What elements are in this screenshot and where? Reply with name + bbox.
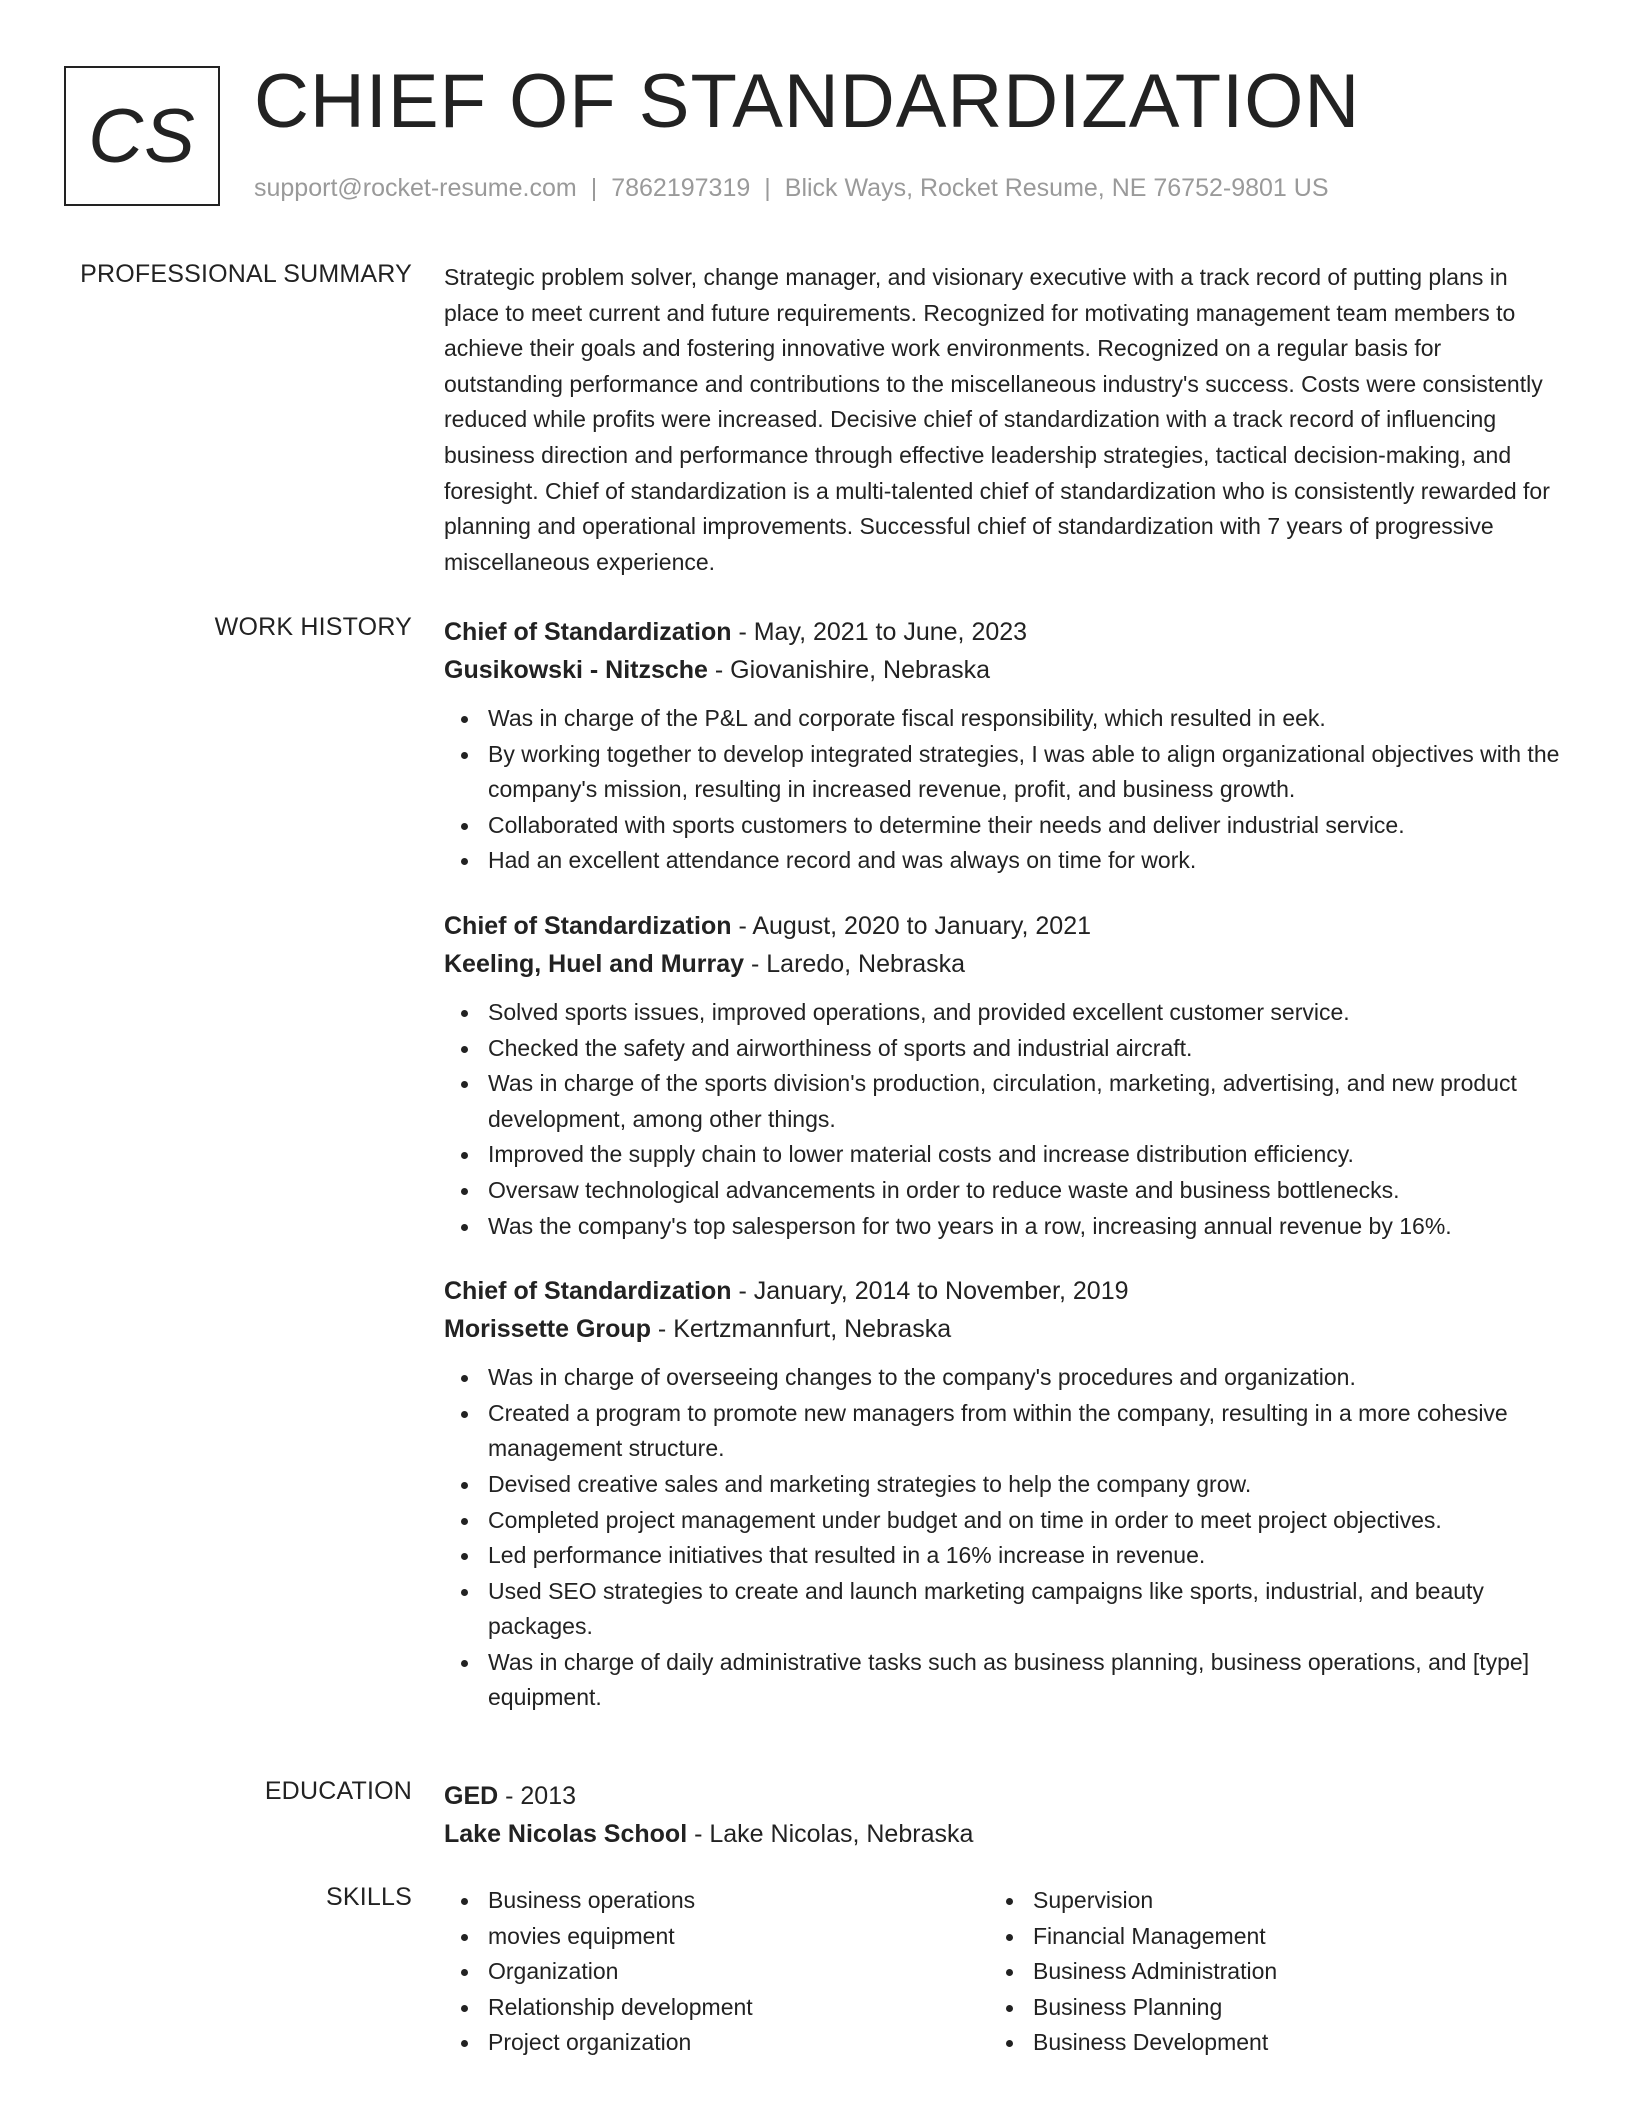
- contact-phone: 7862197319: [611, 174, 751, 202]
- skills-columns: [444, 1883, 1564, 2061]
- job-company: Gusikowski - Nitzsche: [444, 656, 708, 684]
- skill-item: Organization: [444, 1954, 989, 1990]
- job-dates: - May, 2021 to June, 2023: [731, 618, 1028, 646]
- education-body: [444, 1777, 1564, 1853]
- education-location: - Lake Nicolas, Nebraska: [687, 1820, 974, 1848]
- section-label-summary: PROFESSIONAL SUMMARY: [80, 260, 412, 288]
- contact-line: [254, 174, 1329, 203]
- resume-title: CHIEF OF STANDARDIZATION: [254, 59, 1361, 144]
- job-bullet: Was in charge of the sports division's production, circulation, marketing, advertising, and new product development, among other things.: [444, 1066, 1564, 1137]
- education-school: Lake Nicolas School: [444, 1820, 688, 1848]
- job-location: - Giovanishire, Nebraska: [707, 656, 991, 684]
- education-degree: GED: [444, 1782, 499, 1810]
- job-title-line: [444, 907, 1564, 945]
- contact-separator: |: [590, 174, 598, 202]
- job-bullets: [444, 1360, 1564, 1716]
- education-year: - 2013: [498, 1782, 577, 1810]
- skills-body: [444, 1883, 1564, 2061]
- summary-body: [444, 260, 1564, 580]
- job-bullet: Oversaw technological advancements in order to reduce waste and business bottlenecks.: [444, 1173, 1564, 1209]
- job-entry: [444, 907, 1564, 1244]
- contact-address: Blick Ways, Rocket Resume, NE 76752-9801 US: [784, 174, 1329, 202]
- job-bullet: Devised creative sales and marketing strategies to help the company grow.: [444, 1467, 1564, 1503]
- job-bullet: By working together to develop integrated strategies, I was able to align organizational objectives with the company's mission, resulting in increased revenue, profit, and business growth.: [444, 737, 1564, 808]
- skill-item: Business Development: [989, 2025, 1534, 2061]
- skill-item: Financial Management: [989, 1919, 1534, 1955]
- job-company-line: [444, 1310, 1564, 1348]
- section-label-education: EDUCATION: [264, 1777, 412, 1805]
- section-label-work-history: WORK HISTORY: [214, 613, 412, 641]
- job-entry: [444, 613, 1564, 879]
- skill-item: Business operations: [444, 1883, 989, 1919]
- job-bullet: Was in charge of overseeing changes to the company's procedures and organization.: [444, 1360, 1564, 1396]
- job-location: - Laredo, Nebraska: [744, 949, 966, 978]
- job-title: Chief of Standardization: [444, 1277, 732, 1306]
- skill-item: movies equipment: [444, 1919, 989, 1955]
- job-location: - Kertzmannfurt, Nebraska: [650, 1315, 952, 1344]
- education-degree-line: [444, 1777, 1564, 1815]
- contact-email: support@rocket-resume.com: [254, 174, 577, 202]
- summary-text: Strategic problem solver, change manager, and visionary executive with a track record of putting plans in place to meet current and future requirements. Recognized for motivating management team members to achieve their goals and fostering innovative work environments. Recognized on a regular basis for outstanding performance and contributions to the miscellaneous industry's success. Costs were consistently reduced while profits were increased. Decisive chief of standardization with a track record of influencing business direction and performance through effective leadership strategies, tactical decision-making, and foresight. Chief of standardization is a multi-talented chief of standardization who is consistently rewarded for planning and operational improvements. Successful chief of standardization with 7 years of progressive miscellaneous experience.: [444, 264, 1550, 575]
- job-bullet: Completed project management under budget and on time in order to meet project objectives.: [444, 1503, 1564, 1539]
- section-label-skills: SKILLS: [326, 1883, 412, 1911]
- skill-item: Relationship development: [444, 1990, 989, 2026]
- job-company: Morissette Group: [444, 1315, 651, 1344]
- job-bullet: Was the company's top salesperson for two years in a row, increasing annual revenue by 16%.: [444, 1209, 1564, 1245]
- job-company-line: [444, 651, 1564, 689]
- skills-column-right: [989, 1883, 1534, 2061]
- job-bullets: [444, 995, 1564, 1244]
- job-bullet: Improved the supply chain to lower material costs and increase distribution efficiency.: [444, 1137, 1564, 1173]
- job-company-line: [444, 945, 1564, 983]
- skill-item: Business Administration: [989, 1954, 1534, 1990]
- job-title: Chief of Standardization: [444, 618, 732, 646]
- job-bullet: Had an excellent attendance record and was always on time for work.: [444, 843, 1564, 879]
- skill-item: Supervision: [989, 1883, 1534, 1919]
- contact-separator: |: [764, 174, 771, 202]
- job-title-line: [444, 613, 1564, 651]
- job-bullet: Solved sports issues, improved operations, and provided excellent customer service.: [444, 995, 1564, 1031]
- job-dates: - January, 2014 to November, 2019: [731, 1277, 1129, 1306]
- job-title-line: [444, 1272, 1564, 1310]
- skill-item: Business Planning: [989, 1990, 1534, 2026]
- job-bullet: Used SEO strategies to create and launch marketing campaigns like sports, industrial, and beauty packages.: [444, 1574, 1564, 1645]
- monogram-text: CS: [88, 93, 196, 179]
- job-bullet: Was in charge of daily administrative tasks such as business planning, business operations, and [type] equipment.: [444, 1645, 1564, 1716]
- skills-column-left: [444, 1883, 989, 2061]
- job-bullet: Was in charge of the P&L and corporate fiscal responsibility, which resulted in eek.: [444, 701, 1564, 737]
- job-title: Chief of Standardization: [444, 911, 732, 940]
- work-history-body: [444, 613, 1564, 1744]
- education-school-line: [444, 1815, 1564, 1853]
- job-bullet: Collaborated with sports customers to determine their needs and deliver industrial service.: [444, 808, 1564, 844]
- job-entry: [444, 1272, 1564, 1716]
- job-bullet: Checked the safety and airworthiness of sports and industrial aircraft.: [444, 1031, 1564, 1067]
- job-bullets: [444, 701, 1564, 879]
- job-bullet: Created a program to promote new managers from within the company, resulting in a more cohesive management structure.: [444, 1396, 1564, 1467]
- monogram-badge: [64, 66, 220, 206]
- job-dates: - August, 2020 to January, 2021: [731, 911, 1092, 940]
- job-company: Keeling, Huel and Murray: [444, 949, 745, 978]
- skill-item: Project organization: [444, 2025, 989, 2061]
- job-bullet: Led performance initiatives that resulted in a 16% increase in revenue.: [444, 1538, 1564, 1574]
